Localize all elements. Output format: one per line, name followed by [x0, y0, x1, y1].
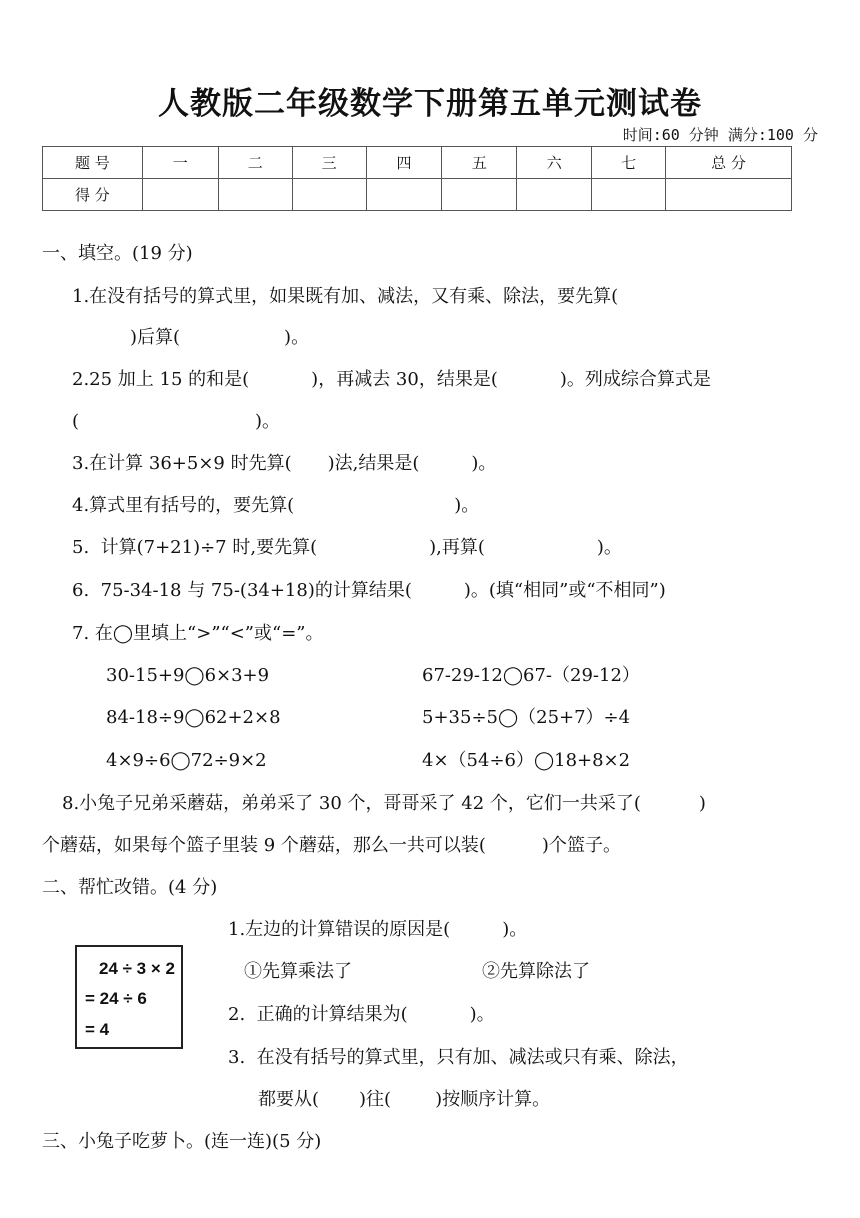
- compare-item[interactable]: 4×（54÷6）◯18+8×2: [422, 750, 631, 771]
- section3-heading: 三、小兔子吃萝卜。(连一连)(5 分): [42, 1131, 322, 1152]
- score-cell[interactable]: [517, 179, 592, 211]
- page-title: 人教版二年级数学下册第五单元测试卷: [158, 86, 702, 122]
- score-cell[interactable]: [442, 179, 517, 211]
- exam-meta: 时间:60 分钟 满分:100 分: [622, 126, 818, 144]
- question-2-line1: 2.25 加上 15 的和是( )，再减去 30，结果是( )。列成综合算式是: [72, 369, 711, 390]
- compare-item[interactable]: 67-29-12◯67-（29-12）: [422, 665, 640, 686]
- question-5: 5. 计算(7+21)÷7 时,要先算( ),再算( )。: [72, 537, 622, 558]
- option-multiply-first[interactable]: ①先算乘法了: [244, 961, 352, 982]
- score-cell[interactable]: [592, 179, 666, 211]
- calc-line: = 24 ÷ 6: [85, 989, 147, 1008]
- question-3: 3.在计算 36+5×9 时先算( )法,结果是( )。: [72, 453, 497, 474]
- score-table-header-row: [43, 147, 792, 179]
- score-cell[interactable]: [218, 179, 292, 211]
- header-cell: 五: [442, 147, 517, 179]
- option-divide-first[interactable]: ②先算除法了: [482, 961, 590, 982]
- correction-question-3-line2: 都要从( )往( )按顺序计算。: [258, 1089, 551, 1110]
- correction-question-1: 1.左边的计算错误的原因是( )。: [228, 919, 528, 940]
- score-cell[interactable]: [366, 179, 442, 211]
- compare-item[interactable]: 5+35÷5◯（25+7）÷4: [422, 707, 631, 728]
- score-cell[interactable]: [292, 179, 366, 211]
- compare-item[interactable]: 84-18÷9◯62+2×8: [106, 707, 281, 728]
- question-7-intro: 7. 在◯里填上“>”“<”或“=”。: [72, 623, 324, 644]
- wrong-calculation-box: [75, 945, 183, 1049]
- header-cell: 六: [517, 147, 592, 179]
- correction-question-2: 2. 正确的计算结果为( )。: [228, 1004, 495, 1025]
- section1-heading: 一、填空。(19 分): [42, 243, 193, 264]
- row-label: 得 分: [43, 179, 143, 211]
- question-6: 6. 75-34-18 与 75-(34+18)的计算结果( )。(填“相同”或“不相同”): [72, 580, 666, 601]
- score-cell[interactable]: [142, 179, 218, 211]
- header-cell: 一: [142, 147, 218, 179]
- question-4: 4.算式里有括号的，要先算( )。: [72, 495, 480, 516]
- question-8-line1: 8.小兔子兄弟采蘑菇，弟弟采了 30 个，哥哥采了 42 个，它们一共采了( ): [62, 793, 706, 814]
- score-cell[interactable]: [666, 179, 792, 211]
- calc-line: = 4: [85, 1020, 110, 1039]
- score-table-score-row: [43, 179, 792, 211]
- header-cell: 四: [366, 147, 442, 179]
- calc-line: 24 ÷ 3 × 2: [99, 959, 175, 978]
- header-cell: 总 分: [666, 147, 792, 179]
- compare-item[interactable]: 30-15+9◯6×3+9: [106, 665, 270, 686]
- header-cell: 题 号: [43, 147, 143, 179]
- header-cell: 二: [218, 147, 292, 179]
- section2-heading: 二、帮忙改错。(4 分): [42, 877, 218, 898]
- correction-question-3-line1: 3. 在没有括号的算式里，只有加、减法或只有乘、除法，: [228, 1047, 689, 1068]
- question-1-line1: 1.在没有括号的算式里，如果既有加、减法，又有乘、除法，要先算(: [72, 286, 619, 307]
- question-1-line2: )后算( )。: [130, 327, 310, 348]
- header-cell: 七: [592, 147, 666, 179]
- question-8-line2: 个蘑菇，如果每个篮子里装 9 个蘑菇，那么一共可以装( )个篮子。: [42, 835, 621, 856]
- score-table: [42, 146, 792, 211]
- compare-item[interactable]: 4×9÷6◯72÷9×2: [106, 750, 267, 771]
- header-cell: 三: [292, 147, 366, 179]
- question-2-line2: ( )。: [72, 411, 281, 432]
